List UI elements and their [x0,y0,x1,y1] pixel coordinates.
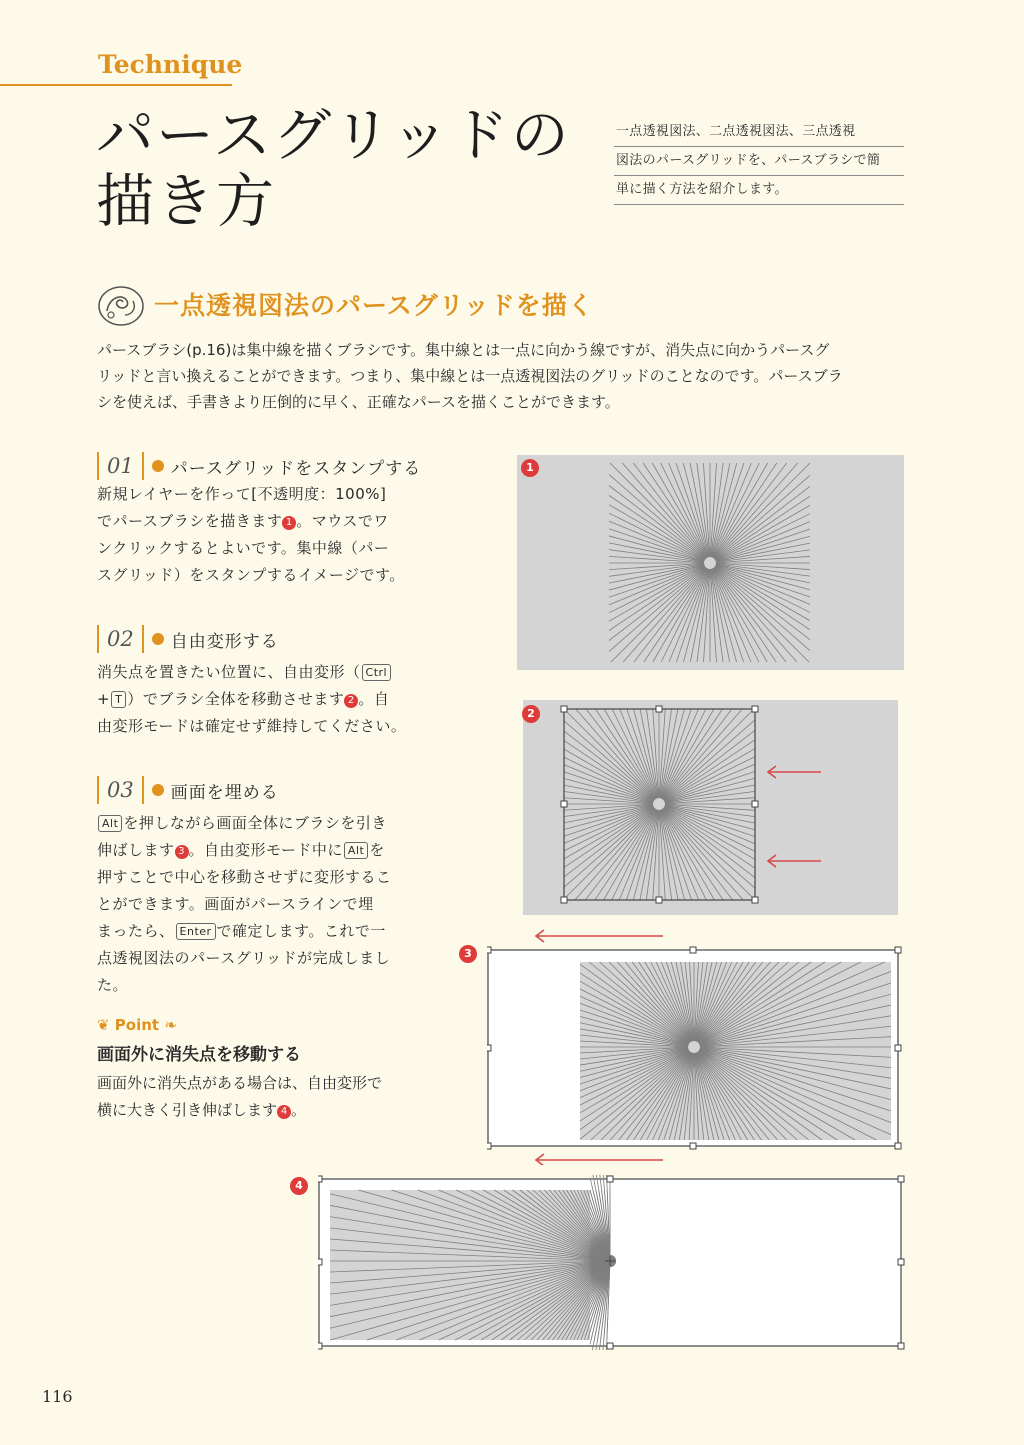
step-text: で確定します。これで一 [216,922,386,940]
perspective-ray [664,808,755,878]
perspective-ray [585,809,655,900]
transform-handle[interactable] [318,1343,322,1349]
transform-handle[interactable] [752,706,758,712]
figure-2-canvas [523,700,898,915]
scroll-ornament-icon: ❦ [97,1016,115,1034]
perspective-ray [660,709,678,798]
title-line-2: 描き方 [96,167,277,235]
point-heading [97,1016,177,1034]
summary-line: 一点透視図法、二点透視図法、三点透視 [614,118,904,147]
transform-handle[interactable] [895,1045,901,1051]
step-line: スグリッド）をスタンプするイメージです。 [97,566,405,584]
summary-line: 図法のパースグリッドを、パースブラシで簡 [614,147,904,176]
technique-label: Technique [98,50,243,79]
perspective-ray [610,463,706,559]
step-text: まったら、 [97,922,175,940]
key-alt: Alt [98,815,122,832]
perspective-ray [715,567,810,640]
section-title: 一点透視図法のパースグリッドを描く [154,291,594,320]
step-text: を [369,841,385,859]
point-title: 画面外に消失点を移動する [97,1045,301,1065]
step-02-body [97,659,417,740]
perspective-ray [586,709,655,799]
point-body [97,1070,427,1124]
point-text: 横に大きく引き伸ばします [97,1101,278,1119]
step-02-heading [97,625,279,653]
step-text: 消失点を置きたい位置に、自由変形（ [97,663,361,681]
perspective-ray [665,785,755,803]
step-bar [142,776,144,804]
figure-ref-2: 2 [344,694,358,708]
step-line [97,810,417,837]
perspective-ray [611,567,706,662]
step-number: 01 [107,454,134,478]
transform-handle[interactable] [607,1343,613,1349]
transform-handle[interactable] [561,706,567,712]
summary-box [614,118,904,205]
step-title: 自由変形する [170,631,279,652]
figure-ref-4: 4 [277,1105,291,1119]
figure-marker-2: 2 [522,705,540,723]
perspective-ray [714,567,809,662]
perspective-ray [663,709,732,799]
perspective-ray [714,463,810,559]
transform-handle[interactable] [487,1045,491,1051]
figure-marker-4: 4 [290,1177,308,1195]
step-text: 。マウスでワ [296,512,389,530]
perspective-ray [714,568,786,662]
perspective-ray [633,463,706,558]
perspective-ray [609,567,705,641]
perspective-ray [564,731,654,800]
step-bar [97,452,99,480]
perspective-ray [665,805,755,823]
step-line [97,659,417,686]
step-bar [97,776,99,804]
perspective-ray [664,730,755,800]
point-line [97,1097,427,1124]
perspective-ray [663,809,733,900]
intro-line: シを使えば、手書きより圧倒的に早く、正確なパースを描くことができます。 [97,393,620,411]
perspective-ray [640,709,658,798]
step-title: 画面を埋める [170,782,279,803]
transform-handle[interactable] [898,1343,904,1349]
figure-4 [318,1175,908,1350]
transform-handle[interactable] [895,1143,901,1149]
perspective-ray [660,810,678,900]
ornament-icon [97,285,145,327]
intro-paragraph [97,337,917,415]
figure-ref-1: 1 [282,516,296,530]
figure-2 [523,700,898,915]
transform-handle[interactable] [656,706,662,712]
step-line: ンクリックするとよいです。集中線（パー [97,539,390,557]
technique-rule [0,84,232,86]
page-number: 116 [42,1387,73,1406]
scroll-ornament-icon: ❧ [159,1016,177,1034]
transform-handle[interactable] [690,947,696,953]
intro-line: リッドと言い換えることができます。つまり、集中線とは一点透視図法のグリッドのことなのです。パースブラ [97,367,843,385]
bullet-icon [152,460,164,472]
key-enter: Enter [176,923,216,940]
figure-ref-3: 3 [175,845,189,859]
transform-handle[interactable] [318,1176,322,1182]
step-text: 。自 [358,690,390,708]
transform-handle[interactable] [656,897,662,903]
perspective-ray [663,709,754,800]
step-03-body [97,810,417,999]
figure-marker-3: 3 [459,945,477,963]
step-line [97,508,417,535]
step-bar [97,625,99,653]
step-line: 由変形モードは確定せず維持してください。 [97,717,407,735]
transform-handle[interactable] [752,801,758,807]
intro-line: パースブラシ(p.16)は集中線を描くブラシです。集中線とは一点に向かう線ですが、消失点に向かうパースグ [97,341,830,359]
step-text: を押しながら画面全体にブラシを引き [123,814,387,832]
transform-handle[interactable] [487,1143,491,1149]
step-line [97,837,417,864]
transform-handle[interactable] [752,897,758,903]
step-number: 02 [107,627,134,651]
perspective-ray [564,805,653,823]
figure-1 [517,455,904,670]
perspective-ray [564,709,655,800]
transform-handle[interactable] [895,947,901,953]
step-line [97,918,417,945]
figure-1-canvas [517,455,904,670]
transform-handle[interactable] [561,801,567,807]
step-03-heading [97,776,279,804]
point-line: 画面外に消失点がある場合は、自由変形で [97,1074,383,1092]
page-title [96,102,571,234]
transform-handle[interactable] [607,1176,613,1182]
perspective-ray [609,485,705,559]
transform-handle[interactable] [898,1176,904,1182]
perspective-ray [663,808,755,900]
figure-3 [487,920,907,1165]
perspective-ray [714,463,787,558]
perspective-ray [640,810,658,900]
transform-handle[interactable] [561,897,567,903]
step-bar [142,625,144,653]
perspective-ray [715,486,810,559]
title-line-1: パースグリッドの [96,101,571,169]
step-text: 。自由変形モード中に [188,841,343,859]
perspective-ray [634,568,706,662]
step-01-heading [97,452,421,480]
point-label: Point [114,1016,160,1034]
step-01-body [97,481,417,589]
step-text: 伸ばします [97,841,175,859]
step-line: た。 [97,976,129,994]
step-line: 新規レイヤーを作って[不透明度：100%] [97,485,387,503]
transform-handle[interactable] [318,1259,322,1265]
step-bar [142,452,144,480]
transform-handle[interactable] [898,1259,904,1265]
step-text: ）でブラシ全体を移動させます [127,690,345,708]
perspective-ray [564,785,653,803]
key-t: T [111,691,126,708]
step-line: 点透視図法のパースグリッドが完成しまし [97,949,391,967]
summary-line: 単に描く方法を紹介します。 [614,176,904,205]
step-title: パースグリッドをスタンプする [170,458,422,479]
bullet-icon [152,784,164,796]
arrow-left-icon [768,766,821,867]
step-line [97,686,417,713]
step-line: 押すことで中心を移動させずに変形するこ [97,868,392,886]
step-text: + [97,690,111,708]
step-text: でパースブラシを描きます [97,512,283,530]
key-ctrl: Ctrl [362,664,392,681]
step-number: 03 [107,778,134,802]
bullet-icon [152,633,164,645]
point-text: 。 [291,1101,307,1119]
transform-handle[interactable] [487,947,491,953]
step-line: とができます。画面がパースラインで埋 [97,895,374,913]
figure-marker-1: 1 [521,459,539,477]
transform-handle[interactable] [690,1143,696,1149]
perspective-ray [564,808,655,899]
key-alt: Alt [344,842,368,859]
perspective-ray [564,808,654,877]
